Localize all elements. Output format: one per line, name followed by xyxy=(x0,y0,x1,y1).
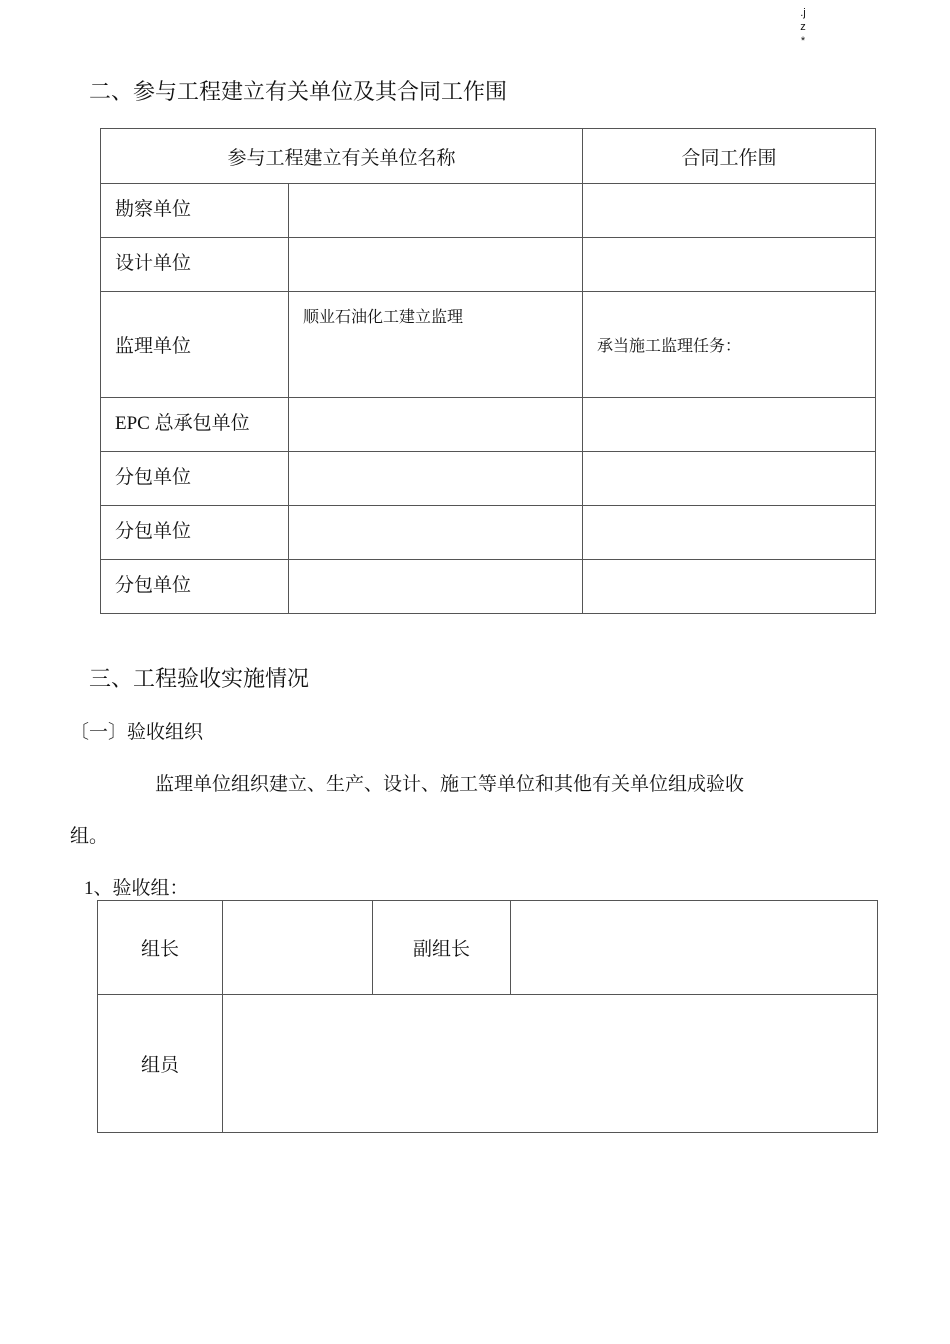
corner-mark-line-3: * xyxy=(800,35,806,47)
unit-label: 设计单位 xyxy=(101,238,289,292)
deputy-leader-value xyxy=(511,901,878,995)
section-2-title: 二、参与工程建立有关单位及其合同工作围 xyxy=(89,80,508,105)
corner-mark-line-1: .j xyxy=(800,7,806,19)
unit-name-cell xyxy=(289,184,583,238)
paragraph-line-1: 监理单位组织建立、生产、设计、施工等单位和其他有关单位组成验收 xyxy=(155,773,745,795)
deputy-leader-label: 副组长 xyxy=(373,901,511,995)
table-row xyxy=(101,238,876,292)
unit-name-cell xyxy=(289,560,583,614)
unit-label: 分包单位 xyxy=(101,560,289,614)
table-row xyxy=(101,452,876,506)
unit-scope-cell xyxy=(583,238,876,292)
unit-label: EPC 总承包单位 xyxy=(101,398,289,452)
leader-label: 组长 xyxy=(98,901,223,995)
table-header-row xyxy=(101,129,876,184)
header-unit-name: 参与工程建立有关单位名称 xyxy=(101,129,583,184)
table-row xyxy=(101,292,876,398)
unit-scope-cell xyxy=(583,506,876,560)
unit-label: 监理单位 xyxy=(101,292,289,398)
members-label: 组员 xyxy=(98,995,223,1133)
table-row xyxy=(101,560,876,614)
unit-scope-cell xyxy=(583,452,876,506)
unit-scope-cell xyxy=(583,184,876,238)
paragraph-line-2: 组。 xyxy=(70,825,109,847)
unit-label: 分包单位 xyxy=(101,452,289,506)
unit-scope-cell: 承当施工监理任务： xyxy=(583,292,876,398)
table-row xyxy=(101,184,876,238)
unit-label: 分包单位 xyxy=(101,506,289,560)
section-3-title: 三、工程验收实施情况 xyxy=(89,667,310,692)
team-members-row xyxy=(98,995,878,1133)
unit-name-cell xyxy=(289,398,583,452)
header-contract-scope: 合同工作围 xyxy=(583,129,876,184)
table-row xyxy=(101,506,876,560)
members-value xyxy=(223,995,878,1133)
corner-mark-line-2: z xyxy=(800,21,806,33)
unit-name-cell xyxy=(289,452,583,506)
unit-name-cell: 顺业石油化工建立监理 xyxy=(289,292,583,398)
acceptance-team-table xyxy=(97,900,878,1133)
unit-scope-cell xyxy=(583,398,876,452)
participating-units-table xyxy=(100,128,876,614)
leader-value xyxy=(223,901,373,995)
unit-name-cell xyxy=(289,506,583,560)
unit-scope-cell xyxy=(583,560,876,614)
unit-name-cell xyxy=(289,238,583,292)
unit-label: 勘察单位 xyxy=(101,184,289,238)
corner-mark xyxy=(798,6,808,48)
team-leader-row xyxy=(98,901,878,995)
subsection-acceptance-organization: 〔一〕验收组织 xyxy=(70,721,204,743)
item-acceptance-team: 1、验收组： xyxy=(84,877,189,899)
table-row xyxy=(101,398,876,452)
